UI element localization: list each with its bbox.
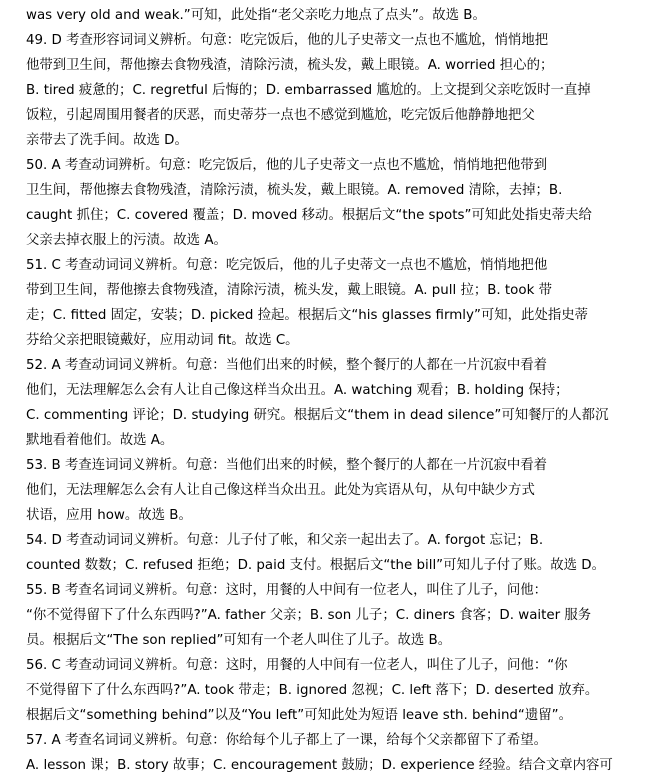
text-line-9: caught 抓住；C. covered 覆盖；D. moved 移动。根据后文“the spots”可知此处指史蒂夫给 — [26, 208, 592, 223]
text-line-24: 55. B 考查名词词义辨析。句意：这时，用餐的人中间有一位老人，叫住了儿子，问他： — [26, 583, 548, 598]
text-line-12: 带到卫生间，帮他擦去食物残渣，清除污渍，梳头发，戴上眼镜。A. pull 拉；B. took 带 — [26, 283, 552, 298]
text-line-10: 父亲去掉衣服上的污渍。故选 A。 — [26, 233, 227, 248]
text-line-13: 走；C. fitted 固定，安装；D. picked 捡起。根据后文“his glasses firmly”可知，此处指史蒂 — [26, 308, 589, 323]
text-line-5: 饭粒，引起周围用餐者的厌恶，而史蒂芬一点也不感觉到尴尬，吃完饭后他静静地把父 — [26, 108, 535, 123]
text-line-29: 根据后文“something behind”以及“You left”可知此处为短语 leave sth. behind“遗留”。 — [26, 708, 572, 723]
text-line-23: counted 数数；C. refused 拒绝；D. paid 支付。根据后文“the bill”可知儿子付了账。故选 D。 — [26, 558, 605, 573]
text-line-4: B. tired 疲惫的；C. regretful 后悔的；D. embarrassed 尴尬的。上文提到父亲吃饭时一直掉 — [26, 83, 591, 98]
text-line-17: C. commenting 评论；D. studying 研究。根据后文“them in dead silence”可知餐厅的人都沉 — [26, 408, 609, 423]
text-line-30: 57. A 考查名词词义辨析。句意：你给每个儿子都上了一课，给每个父亲都留下了希望。 — [26, 733, 548, 748]
text-line-15: 52. A 考查动词词义辨析。句意：当他们出来的时候，整个餐厅的人都在一片沉寂中看着 — [26, 358, 548, 373]
text-line-22: 54. D 考查动词词义辨析。句意：儿子付了帐，和父亲一起出去了。A. forgot 忘记；B. — [26, 533, 544, 548]
text-line-25: “你不觉得留下了什么东西吗?”A. father 父亲；B. son 儿子；C. diners 食客；D. waiter 服务 — [26, 608, 592, 623]
text-line-27: 56. C 考查动词词义辨析。句意：这时，用餐的人中间有一位老人，叫住了儿子，问他：“你 — [26, 658, 568, 673]
text-line-7: 50. A 考查动词辨析。句意：吃完饭后，他的儿子史蒂文一点也不尴尬，悄悄地把他带到 — [26, 158, 548, 173]
text-line-1: was very old and weak.”可知，此处指“老父亲吃力地点了点头”。故选 B。 — [26, 8, 486, 23]
text-line-6: 亲带去了洗手间。故选 D。 — [26, 133, 188, 148]
text-line-18: 默地看着他们。故选 A。 — [26, 433, 174, 448]
text-line-2: 49. D 考查形容词词义辨析。句意：吃完饭后，他的儿子史蒂文一点也不尴尬，悄悄地把 — [26, 33, 549, 48]
text-line-19: 53. B 考查连词词义辨析。句意：当他们出来的时候，整个餐厅的人都在一片沉寂中看着 — [26, 458, 548, 473]
text-line-14: 芬给父亲把眼镜戴好，应用动词 fit。故选 C。 — [26, 333, 299, 348]
text-line-16: 他们，无法理解怎么会有人让自己像这样当众出丑。A. watching 观看；B. holding 保持； — [26, 383, 569, 398]
text-line-26: 员。根据后文“The son replied”可知有一个老人叫住了儿子。故选 B。 — [26, 633, 452, 648]
text-line-8: 卫生间，帮他擦去食物残渣，清除污渍，梳头发，戴上眼镜。A. removed 清除，去掉；B. — [26, 183, 563, 198]
text-line-21: 状语，应用 how。故选 B。 — [26, 508, 192, 523]
text-line-31: A. lesson 课；B. story 故事；C. encouragement 鼓励；D. experience 经验。结合文章内容可 — [26, 758, 613, 773]
text-line-20: 他们，无法理解怎么会有人让自己像这样当众出丑。此处为宾语从句，从句中缺少方式 — [26, 483, 535, 498]
text-line-3: 他带到卫生间，帮他擦去食物残渣，清除污渍，梳头发，戴上眼镜。A. worried 担心的； — [26, 58, 554, 73]
text-line-11: 51. C 考查动词词义辨析。句意：吃完饭后，他的儿子史蒂文一点也不尴尬，悄悄地把他 — [26, 258, 548, 273]
text-line-28: 不觉得留下了什么东西吗?”A. took 带走；B. ignored 忽视；C. left 落下；D. deserted 放弃。 — [26, 683, 599, 698]
